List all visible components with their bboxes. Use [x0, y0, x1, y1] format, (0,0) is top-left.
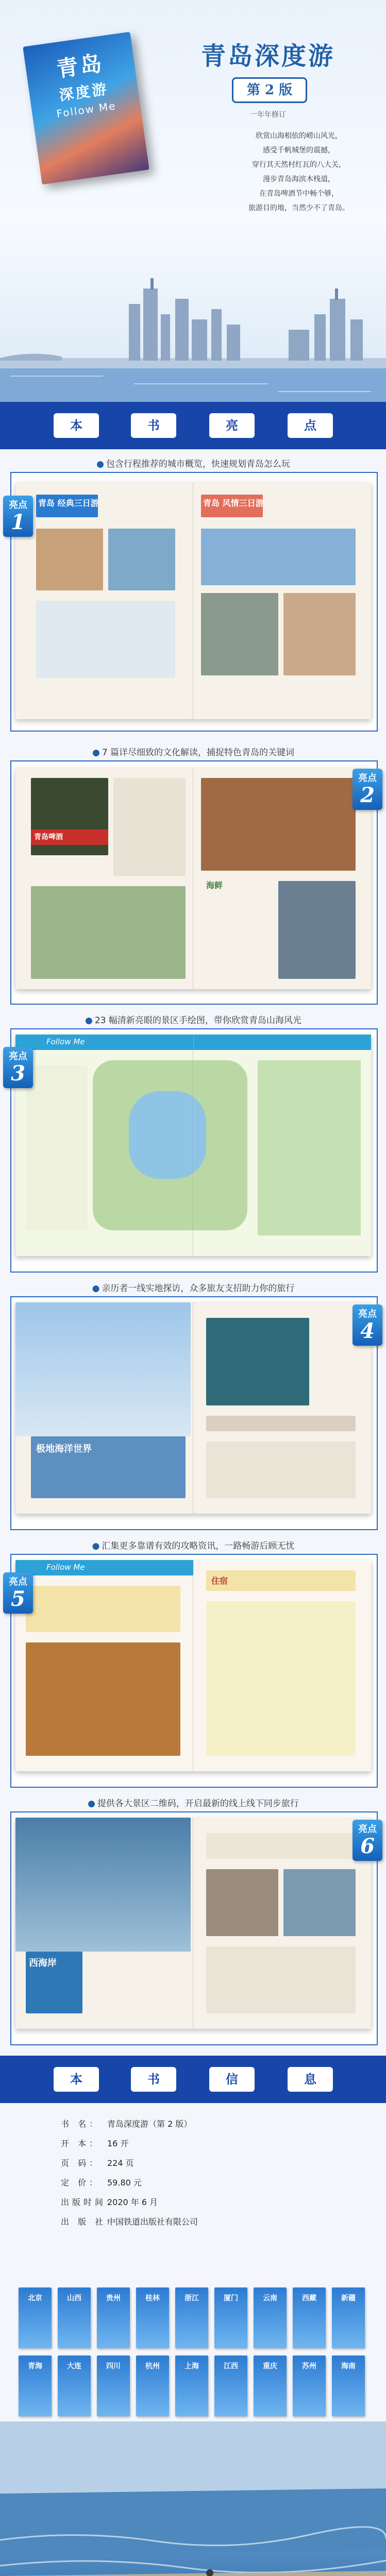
highlight-badge: 亮点 6: [353, 1820, 382, 1861]
spread-title: Follow Me: [46, 1037, 85, 1046]
cover-title-line1: 青岛: [55, 50, 106, 82]
series-book: [254, 2287, 287, 2348]
book-spread: [15, 1818, 371, 2029]
cover-title-line2: 深度游: [58, 80, 110, 104]
banner-char: 书: [131, 2067, 176, 2092]
beach-photo: [0, 2421, 386, 2576]
series-book: [332, 2287, 365, 2348]
series-book: [58, 2287, 91, 2348]
book-spread: [15, 482, 371, 719]
series-book-title: 杭州: [145, 2362, 160, 2370]
series-book: [175, 2355, 208, 2416]
highlight-badge: 亮点 1: [3, 496, 33, 537]
series-book: [254, 2355, 287, 2416]
edition-badge: 第 2 版: [232, 77, 307, 103]
spread-title: Follow Me: [46, 1563, 85, 1572]
spread-title: 海鲜: [206, 880, 223, 890]
highlight-section: [0, 1531, 386, 1789]
hero-section: [0, 0, 386, 402]
highlight-caption: ● 汇集更多靠谱有效的攻略资讯，一路畅游后顾无忧: [92, 1541, 295, 1551]
banner-char: 本: [54, 2067, 99, 2092]
spread-title: 青岛 经典三日游: [38, 498, 99, 508]
series-book: [97, 2355, 130, 2416]
banner-char: 息: [288, 2067, 333, 2092]
cover-subtitle: Follow Me: [55, 99, 117, 120]
info-banner: [0, 2056, 386, 2103]
spread-title: 青岛啤酒: [34, 833, 63, 841]
series-book: [19, 2355, 52, 2416]
series-book: [214, 2287, 247, 2348]
edition-note: 一年年修订: [250, 111, 286, 119]
info-row: 页 码： 224 页: [61, 2158, 134, 2168]
spread-title: 青岛 风情三日游: [203, 498, 264, 508]
spread-title: 极地海洋世界: [36, 1444, 92, 1454]
series-book-title: 云南: [263, 2294, 277, 2302]
highlight-badge: 亮点 2: [353, 769, 382, 810]
series-book: [97, 2287, 130, 2348]
series-bookshelf: [15, 2285, 371, 2419]
city-skyline-illustration: [0, 268, 386, 402]
info-row: 出版时间：2020 年 6 月: [61, 2197, 158, 2207]
highlights-banner: [0, 402, 386, 449]
highlight-section: [0, 1006, 386, 1274]
highlight-section: [0, 738, 386, 1006]
series-book-title: 重庆: [263, 2362, 277, 2370]
intro-line: 旅游目的地，当然少不了青岛。: [248, 204, 349, 212]
highlight-badge: 亮点 5: [3, 1572, 33, 1614]
series-book: [136, 2287, 169, 2348]
series-book-title: 新疆: [341, 2294, 356, 2302]
info-row: 开 本： 16 开: [61, 2139, 129, 2148]
highlight-caption: ● 亲历者一线实地探访，众多旅友支招助力你的旅行: [92, 1283, 295, 1294]
book-spread: [15, 1035, 371, 1256]
info-row: 出 版 社：中国铁道出版社有限公司: [61, 2217, 198, 2227]
highlight-section: [0, 1274, 386, 1531]
intro-line: 感受千帆城堡的震撼，: [263, 146, 335, 155]
info-row: 定 价： 59.80 元: [61, 2178, 142, 2188]
intro-text: [227, 129, 371, 215]
banner-char: 信: [209, 2067, 255, 2092]
highlight-caption: ● 包含行程推荐的城市概览，快速规划青岛怎么玩: [96, 459, 290, 469]
highlight-badge: 亮点 3: [3, 1047, 33, 1088]
series-book: [332, 2355, 365, 2416]
series-book-title: 北京: [28, 2294, 42, 2302]
banner-char: 书: [131, 413, 176, 438]
book-spread: [15, 768, 371, 989]
series-book-title: 大连: [67, 2362, 81, 2370]
series-book: [293, 2355, 326, 2416]
book-spread: [15, 1560, 371, 1771]
series-book: [214, 2355, 247, 2416]
series-book-title: 西藏: [302, 2294, 316, 2302]
series-book-title: 贵州: [106, 2294, 121, 2302]
series-book-title: 上海: [184, 2362, 199, 2370]
series-book-title: 海南: [341, 2362, 356, 2370]
spread-title: 西海岸: [29, 1958, 57, 1969]
highlight-section: [0, 1789, 386, 2046]
book-info: [61, 2114, 329, 2232]
banner-char: 本: [54, 413, 99, 438]
series-book-title: 四川: [106, 2362, 121, 2370]
series-book-title: 江西: [224, 2362, 238, 2370]
banner-char: 点: [288, 413, 333, 438]
series-book-title: 厦门: [224, 2294, 238, 2302]
highlight-caption: ● 7 篇详尽细致的文化解读，捕捉特色青岛的关键词: [92, 748, 295, 758]
intro-line: 穿行其天然村红瓦的八大关，: [252, 161, 346, 169]
series-book: [293, 2287, 326, 2348]
highlight-badge: 亮点 4: [353, 1304, 382, 1346]
banner-char: 亮: [209, 413, 255, 438]
highlight-section: [0, 449, 386, 738]
series-book: [175, 2287, 208, 2348]
book-spread: [15, 1302, 371, 1514]
highlight-caption: ● 提供各大景区二维码，开启最新的线上线下同步旅行: [88, 1799, 299, 1809]
series-book: [136, 2355, 169, 2416]
series-book: [19, 2287, 52, 2348]
series-book: [58, 2355, 91, 2416]
series-book-title: 桂林: [145, 2294, 160, 2302]
info-row: 书 名： 青岛深度游（第 2 版）: [61, 2119, 192, 2129]
series-book-title: 青海: [28, 2362, 42, 2370]
page-title: 青岛深度游: [200, 42, 335, 71]
intro-line: 漫步青岛海滨木栈道，: [263, 175, 335, 183]
series-book-title: 山西: [67, 2294, 81, 2302]
series-book-title: 苏州: [302, 2362, 316, 2370]
series-book-title: 浙江: [184, 2294, 199, 2302]
intro-line: 欣赏山海相依的崂山风光，: [256, 132, 342, 140]
highlight-caption: ● 23 幅清新亮眼的景区手绘图，带你欣赏青岛山海风光: [85, 1015, 301, 1026]
book-cover: [23, 32, 149, 185]
intro-line: 在青岛啤酒节中畅个够，: [259, 190, 339, 198]
spread-title: 住宿: [211, 1576, 228, 1586]
